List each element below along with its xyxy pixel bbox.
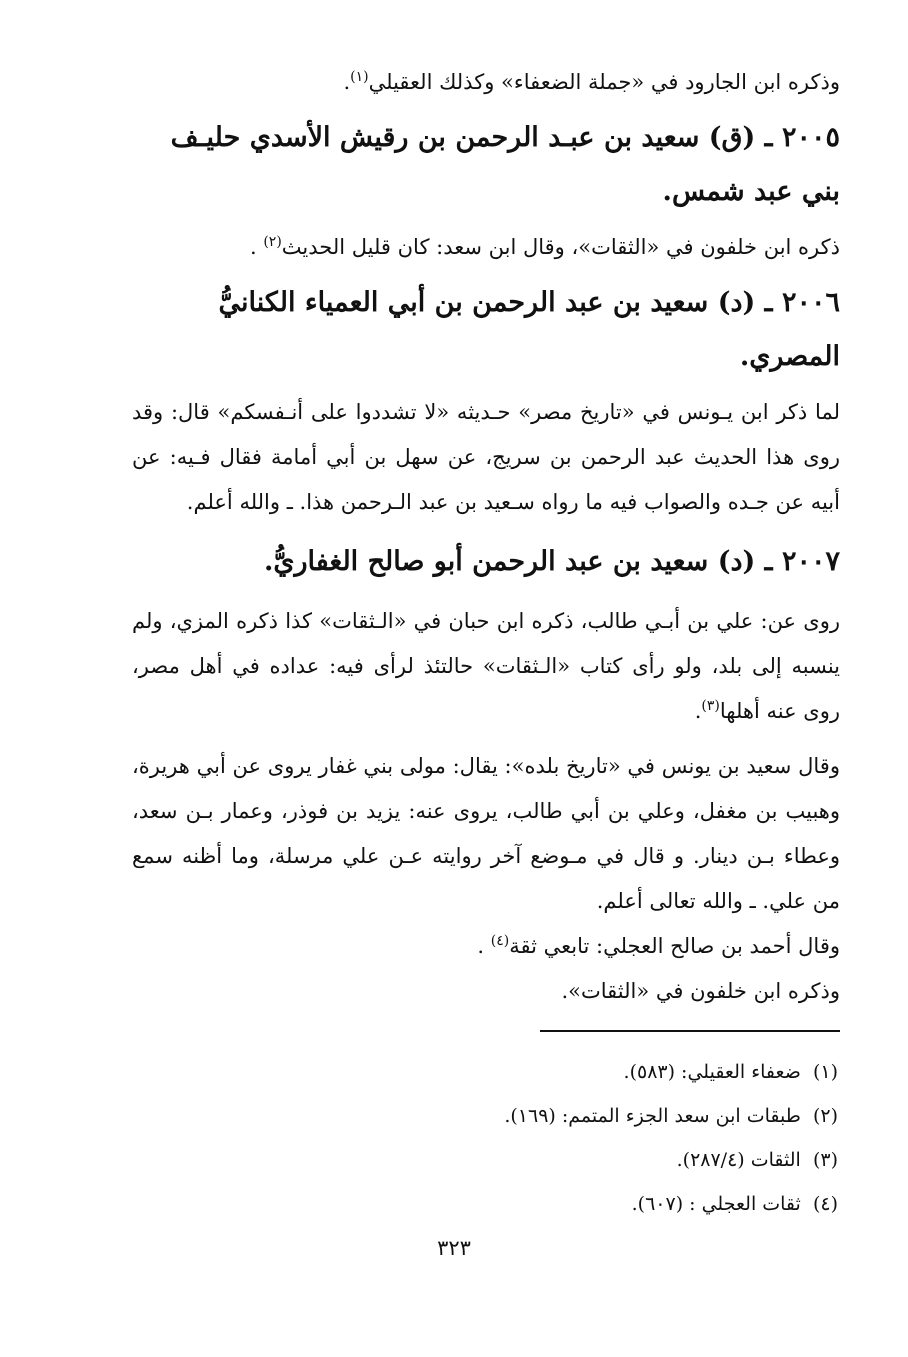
entry-2005-body: ذكره ابن خلفون في «الثقات»، وقال ابن سعد: كان قليل الحديث (281, 235, 840, 259)
footnote-4-text: ثقات العجلي : (٦٠٧). (631, 1193, 801, 1215)
footnote-4 (132, 1182, 840, 1226)
entry-2005-heading: ٢٠٠٥ ـ (ق) سعيد بن عبـد الرحمن بن رقيش الأسدي حليـف بني عبد شمس. (170, 122, 840, 207)
footnote-1-text: ضعفاء العقيلي: (٥٨٣). (623, 1061, 801, 1083)
footnote-3-text: الثقات (٢٨٧/٤). (676, 1149, 801, 1171)
footnote-2 (132, 1094, 840, 1138)
entry-2007-heading: ٢٠٠٧ ـ (د) سعيد بن عبد الرحمن أبو صالح الغفاريُّ. (263, 546, 840, 577)
intro-tail: . (343, 70, 351, 94)
entry-2007-p3-body: وقال أحمد بن صالح العجلي: تابعي ثقة (509, 934, 840, 958)
entry-2007-p3-tail: . (477, 934, 491, 958)
page-body (132, 60, 840, 1226)
footnote-1 (132, 1050, 840, 1094)
footnote-3-number: (٣) (812, 1149, 838, 1171)
entry-2006-heading: ٢٠٠٦ ـ (د) سعيد بن عبد الرحمن بن أبي العمياء الكنانيُّ المصري. (218, 287, 840, 372)
footnote-divider (540, 1030, 840, 1032)
footnote-1-number: (١) (812, 1061, 838, 1083)
intro-text: وذكره ابن الجارود في «جملة الضعفاء» وكذلك العقيلي (368, 70, 840, 94)
entry-2007-p1-body: روى عن: علي بن أبـي طالب، ذكره ابن حبان في «الـثقات» كذا ذكره المزي، ولم ينسبه إلى بلد، ولو رأى كتاب «الـثقات» حالتئذ لرأى فيه: عداده في أهل مصر، روى عنه أهلها (132, 609, 840, 723)
footnote-2-number: (٢) (812, 1105, 838, 1127)
entry-2006-text: لما ذكر ابن يـونس في «تاريخ مصر» حـديثه «لا تشددوا على أنـفسكم» قال: وقد روى هذا الحديث عبد الرحمن بن سريج، عن سهل بن أبي أمامة فقال فـيه: عن أبيه عن جـده والصواب فيه ما رواه سـعيد بن عبد الـرحمن هذا. ـ والله أعلم. (132, 400, 840, 514)
intro-paragraph (132, 60, 840, 105)
entry-2005-text (132, 225, 840, 270)
footnote-mark-1[interactable]: (١) (350, 69, 369, 85)
footnote-mark-4[interactable]: (٤) (490, 933, 510, 949)
footnote-4-number: (٤) (812, 1193, 838, 1215)
footnotes-list (132, 1050, 840, 1226)
entry-2007-paragraph-3 (132, 924, 840, 969)
footnote-mark-3[interactable]: (٣) (701, 698, 720, 714)
entry-2007-p1-tail: . (694, 699, 702, 723)
page-number: ٣٢٣ (437, 1236, 471, 1260)
entry-2007-paragraph-2: وقال سعيد بن يونس في «تاريخ بلده»: يقال: مولى بني غفار يروى عن أبي هريرة، وهبيب بن مغفل، وعلي بن أبي طالب، يروى عنه: يزيد بن فوذر، وعمار بـن سعد، وعطاء بـن دينار. و قال في مـوضع آخر روايته عـن علي مرسلة، وما أظنه سمع من علي. ـ والله تعالى أعلم. (132, 754, 840, 913)
footnote-3 (132, 1138, 840, 1182)
entry-2007-paragraph-1 (132, 599, 840, 734)
footnote-2-text: طبقات ابن سعد الجزء المتمم: (١٦٩). (504, 1105, 801, 1127)
entry-2007-paragraph-4: وذكره ابن خلفون في «الثقات». (561, 979, 840, 1003)
entry-2005-tail: . (249, 235, 264, 259)
footnote-mark-2[interactable]: (٢) (263, 234, 282, 250)
